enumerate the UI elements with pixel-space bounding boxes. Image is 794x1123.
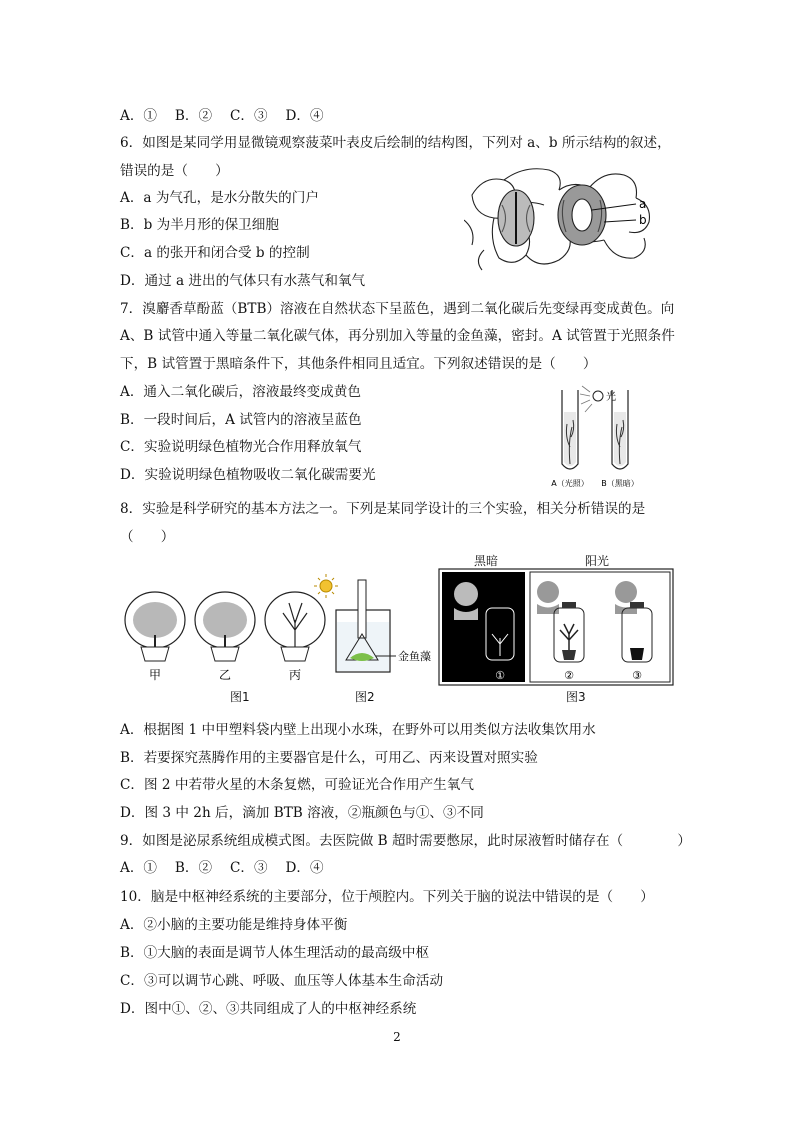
q7-stem-line3: 下，B 试管置于黑暗条件下，其他条件相同且适宜。下列叙述错误的是（ ） (120, 356, 597, 372)
sun-label: 阳光 (585, 554, 610, 568)
page-number: 2 (393, 1030, 401, 1044)
q6-option-a: A．a 为气孔，是水分散失的门户 (120, 190, 319, 206)
plant-yi (195, 592, 255, 661)
q8-option-c: C．图 2 中若带火星的木条复燃，可验证光合作用产生氧气 (120, 777, 474, 793)
q8-option-d: D．图 3 中 2h 后，滴加 BTB 溶液，②瓶颜色与①、③不同 (120, 805, 484, 821)
q10-option-b: B．①大脑的表面是调节人体生理活动的最高级中枢 (120, 945, 430, 961)
q7-option-c: C．实验说明绿色植物光合作用释放氧气 (120, 439, 362, 455)
fig1-caption: 图1 (230, 690, 250, 704)
dark-label: 黑暗 (474, 554, 499, 568)
figure2-beaker (312, 572, 442, 682)
q6-stem-line2: 错误的是（ ） (120, 163, 229, 179)
q5-options: A．① B．② C．③ D．④ (120, 108, 324, 124)
q8-option-a: A．根据图 1 中甲塑料袋内壁上出现小水珠，在野外可以用类似方法收集饮用水 (120, 722, 596, 738)
test-tube-figure (540, 382, 660, 492)
q9-stem: 9．如图是泌尿系统组成模式图。去医院做 B 超时需要憋尿，此时尿液暂时储存在（ ） (120, 833, 692, 849)
fig3-caption: 图3 (566, 690, 586, 704)
fig2-caption: 图2 (355, 690, 375, 704)
figure1-plants (115, 585, 335, 695)
q6-option-b: B．b 为半月形的保卫细胞 (120, 217, 279, 233)
q6-option-c: C．a 的张开和闭合受 b 的控制 (120, 245, 310, 261)
q8-stem-line2: （ ） (120, 529, 175, 545)
q10-option-d: D．图中①、②、③共同组成了人的中枢神经系统 (120, 1001, 417, 1017)
q10-option-a: A．②小脑的主要功能是维持身体平衡 (120, 917, 348, 933)
jar-label-3: ③ (632, 669, 642, 682)
tube-a-label: A（光照） (551, 479, 589, 488)
q9-options: A．① B．② C．③ D．④ (120, 860, 324, 876)
q7-option-b: B．一段时间后，A 试管内的溶液呈蓝色 (120, 412, 362, 428)
label-a: a (639, 197, 647, 211)
fig2-plant-label: 金鱼藻 (398, 650, 431, 663)
figure3-jars (438, 568, 674, 686)
q7-option-d: D．实验说明绿色植物吸收二氧化碳需要光 (120, 467, 376, 483)
plant-label-yi: 乙 (218, 668, 232, 682)
q7-stem-line2: A、B 试管中通入等量二氧化碳气体，再分别加入等量的金鱼藻，密封。A 试管置于光照条件 (120, 328, 675, 344)
q7-option-a: A．通入二氧化碳后，溶液最终变成黄色 (120, 384, 361, 400)
plant-label-bing: 丙 (288, 668, 302, 682)
q8-stem-line1: 8．实验是科学研究的基本方法之一。下列是某同学设计的三个实验，相关分析错误的是 (120, 501, 646, 517)
q6-option-d: D．通过 a 进出的气体只有水蒸气和氧气 (120, 273, 366, 289)
plant-jia (125, 592, 185, 661)
jar-label-1: ① (495, 669, 505, 682)
q6-stem-line1: 6．如图是某同学用显微镜观察菠菜叶表皮后绘制的结构图，下列对 a、b 所示结构的叙述， (120, 135, 671, 151)
plant-label-jia: 甲 (148, 668, 162, 682)
jar-label-2: ② (564, 669, 574, 682)
q10-stem: 10．脑是中枢神经系统的主要部分，位于颅腔内。下列关于脑的说法中错误的是（ ） (120, 889, 654, 905)
q8-option-b: B．若要探究蒸腾作用的主要器官是什么，可用乙、丙来设置对照实验 (120, 750, 538, 766)
q7-stem-line1: 7．溴麝香草酚蓝（BTB）溶液在自然状态下呈蓝色，遇到二氧化碳后先变绿再变成黄色。向 (120, 301, 675, 317)
tube-b-label: B（黑暗） (601, 479, 639, 488)
stomata-figure (464, 160, 664, 275)
label-b: b (639, 213, 647, 227)
q10-option-c: C．③可以调节心跳、呼吸、血压等人体基本生命活动 (120, 973, 444, 989)
light-label: 光 (606, 392, 616, 403)
